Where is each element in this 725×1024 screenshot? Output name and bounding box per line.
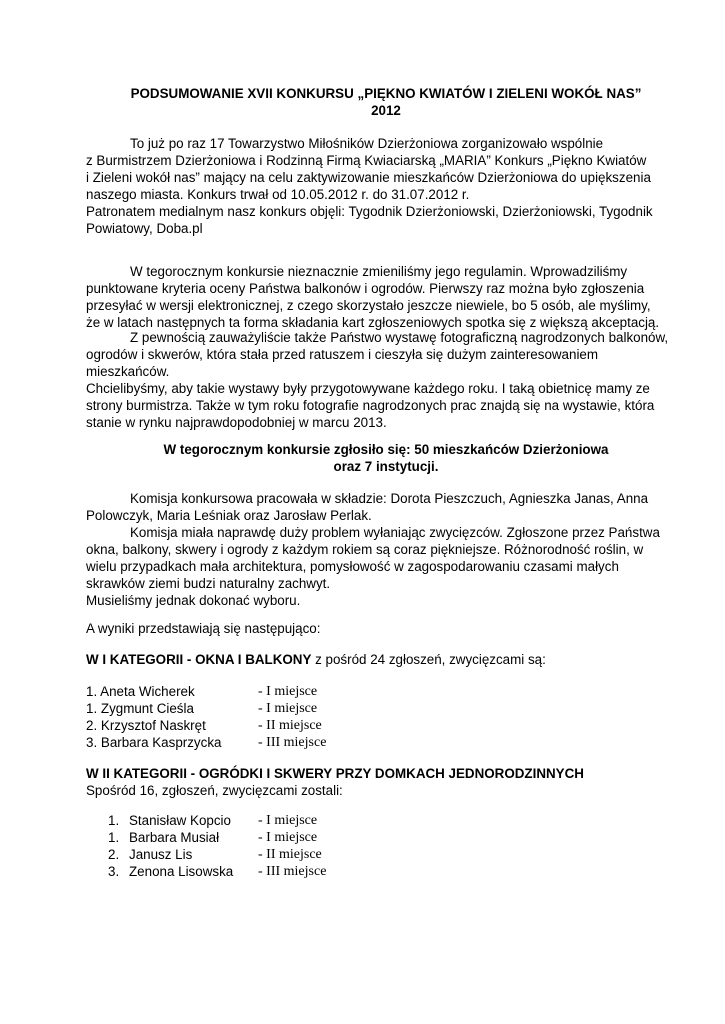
list-item: 1. Stanisław Kopcio - I miejsce <box>108 813 318 828</box>
list-item: 3. Zenona Lisowska - III miejsce <box>108 864 327 879</box>
category-2-heading: W II KATEGORII - OGRÓDKI I SKWERY PRZY DOMKACH JEDNORODZINNYCH Spośród 16, zgłoszeń, zwycięzcami zostali: <box>86 766 584 798</box>
exhibition-paragraph: Z pewnością zauważyliście także Państwo wystawę fotograficzną nagrodzonych balkonów, ogrodów i skwerów, która stała przed ratuszem i cieszyła się dużym zainteresowaniem mieszkańców. Chcielibyśmy, aby takie wystawy były przygotowywane każdego roku. I taką obietnicę mamy ze strony burmistrza. Także w tym roku fotografie nagrodzonych prac znajdą się na wystawie, która stanie w rynku najprawdopodobniej w marcu 2013. <box>86 330 669 430</box>
rules-paragraph: W tegorocznym konkursie nieznacznie zmieniliśmy jego regulamin. Wprowadziliśmy punktowane kryteria oceny Państwa balkonów i ogrodów. Pierwszy raz można było zgłoszenia przesyłać w wersji elektronicznej, z czego skorzystało jeszcze niewiele, bo 5 osób, ale myślimy, że w latach następnych ta forma składania kart zgłoszeniowych spotka się z większą akceptacją. <box>86 264 660 330</box>
category-1-winners <box>86 683 386 751</box>
title-line-1: PODSUMOWANIE XVII KONKURSU „PIĘKNO KWIATÓW I ZIELENI WOKÓŁ NAS” <box>130 86 642 101</box>
title-line-2: 2012 <box>371 103 401 118</box>
page-title <box>86 85 686 119</box>
intro-paragraph: To już po raz 17 Towarzystwo Miłośników Dzierżoniowa zorganizowało wspólnie z Burmistrzem Dzierżoniowa i Rodzinną Firmą Kwiaciarską „MARIA” Konkurs „Piękno Kwiatów i Zieleni wokół nas” mający na celu zaktywizowanie mieszkańców Dzierżoniowa do upiększenia naszego miasta. Konkurs trwał od 10.05.2012 r. do 31.07.2012 r. Patronatem medialnym nasz konkurs objęli: Tygodnik Dzierżoniowski, Dzierżoniowski, Tygodnik Powiatowy, Doba.pl <box>86 136 653 236</box>
entries-summary: W tegorocznym konkursie zgłosiło się: 50 mieszkańców Dzierżoniowa oraz 7 instytucji. <box>163 442 609 474</box>
category-2-winners <box>108 812 408 880</box>
list-item: 1. Zygmunt Cieśla - I miejsce <box>86 701 318 716</box>
jury-paragraph: Komisja konkursowa pracowała w składzie: Dorota Pieszczuch, Agnieszka Janas, Anna Polowczyk, Maria Leśniak oraz Jarosław Perlak. Komisja miała naprawdę duży problem wyłaniając zwycięzców. Zgłoszone przez Państwa okna, balkony, skwery i ogrody z każdym rokiem są coraz piękniejsze. Różnorodność roślin, w wielu przypadkach mała architektura, pomysłowość w zagospodarowaniu czasami małych skrawków ziemi budzi naturalny zachwyt. Musieliśmy jednak dokonać wyboru. <box>86 491 660 608</box>
list-item: 2. Krzysztof Naskręt - II miejsce <box>86 718 322 733</box>
list-item: 1. Aneta Wicherek - I miejsce <box>86 684 318 699</box>
category-1-heading: W I KATEGORII - OKNA I BALKONY z pośród 24 zgłoszeń, zwycięzcami są: <box>86 652 546 667</box>
list-item: 1. Barbara Musiał - I miejsce <box>108 830 318 845</box>
list-item: 3. Barbara Kasprzycka - III miejsce <box>86 735 327 750</box>
list-item: 2. Janusz Lis - II miejsce <box>108 847 322 862</box>
results-intro: A wyniki przedstawiają się następująco: <box>86 621 321 636</box>
